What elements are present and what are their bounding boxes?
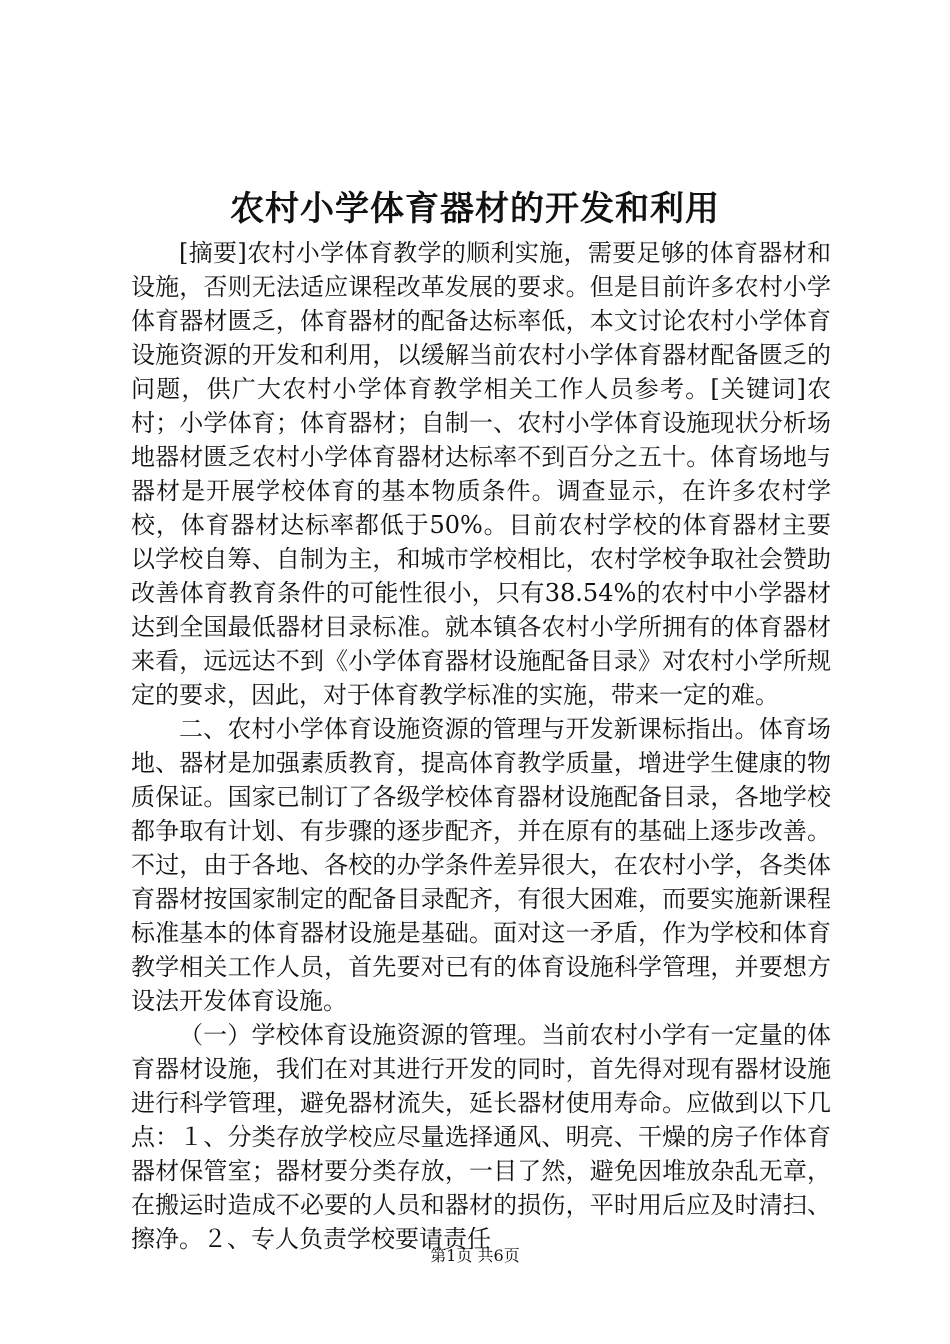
- document-body: [131, 236, 831, 1256]
- paragraph-abstract: [摘要]农村小学体育教学的顺利实施，需要足够的体育器材和设施，否则无法适应课程改革发展的要求。但是目前许多农村小学体育器材匮乏，体育器材的配备达标率低，本文讨论农村小学体育设施资源的开发和利用，以缓解当前农村小学体育器材配备匮乏的问题，供广大农村小学体育教学相关工作人员参考。[关键词]农村；小学体育；体育器材；自制一、农村小学体育设施现状分析场地器材匮乏农村小学体育器材达标率不到百分之五十。体育场地与器材是开展学校体育的基本物质条件。调查显示，在许多农村学校，体育器材达标率都低于50%。目前农村学校的体育器材主要以学校自筹、自制为主，和城市学校相比，农村学校争取社会赞助改善体育教育条件的可能性很小，只有38.54%的农村中小学器材达到全国最低器材目录标准。就本镇各农村小学所拥有的体育器材来看，远远达不到《小学体育器材设施配备目录》对农村小学所规定的要求，因此，对于体育教学标准的实施，带来一定的难。: [131, 239, 831, 709]
- page-footer: 第1页 共6页: [430, 1246, 520, 1265]
- paragraph-subsection-one: （一）学校体育设施资源的管理。当前农村小学有一定量的体育器材设施，我们在对其进行开发的同时，首先得对现有器材设施进行科学管理，避免器材流失，延长器材使用寿命。应做到以下几点：１、分类存放学校应尽量选择通风、明亮、干燥的房子作体育器材保管室；器材要分类存放，一目了然，避免因堆放杂乱无章，在搬运时造成不必要的人员和器材的损伤，平时用后应及时清扫、擦净。２、专人负责学校要请责任: [131, 1021, 831, 1253]
- paragraph-section-two: 二、农村小学体育设施资源的管理与开发新课标指出。体育场地、器材是加强素质教育，提高体育教学质量，增进学生健康的物质保证。国家已制订了各级学校体育器材设施配备目录，各地学校都争取有计划、有步骤的逐步配齐，并在原有的基础上逐步改善。不过，由于各地、各校的办学条件差异很大，在农村小学，各类体育器材按国家制定的配备目录配齐，有很大困难，而要实施新课程标准基本的体育器材设施是基础。面对这一矛盾，作为学校和体育教学相关工作人员，首先要对已有的体育设施科学管理，并要想方设法开发体育设施。: [131, 715, 831, 1015]
- document-title: 农村小学体育器材的开发和利用: [230, 189, 720, 229]
